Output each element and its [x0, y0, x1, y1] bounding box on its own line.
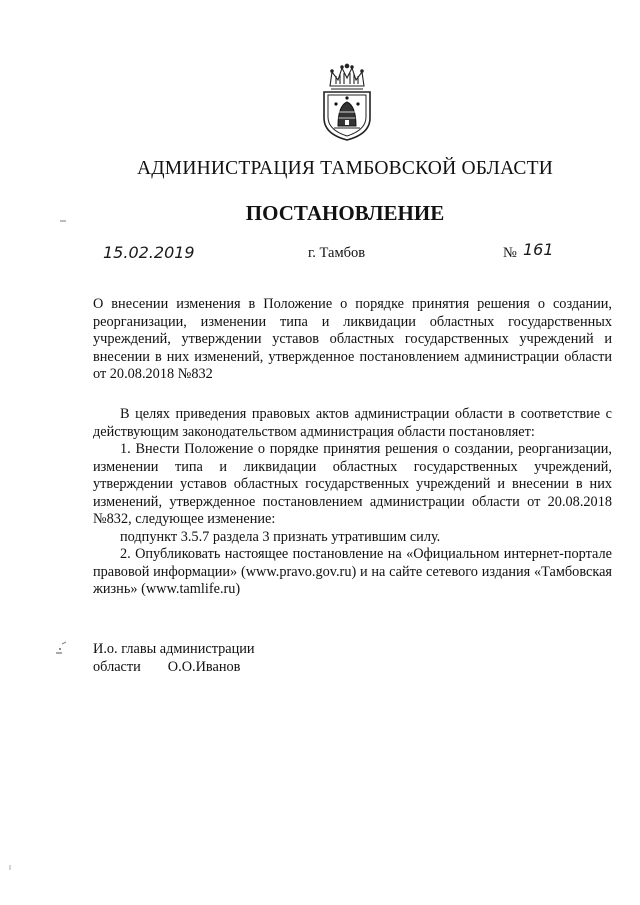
body-preamble: В целях приведения правовых актов администрации области в соответствие с действующим законодательством администрация области постановляет: — [93, 406, 612, 440]
document-subject: О внесении изменения в Положение о порядке принятия решения о создании, реорганизации, изменении типа и ликвидации областных государственных учреждений, утверждении уставов областных государственных учреждений и внесении в них изменений, утвержденное постановлением администрации области от 20.08.2018 №832 — [93, 296, 612, 382]
document-city: г. Тамбов — [308, 245, 366, 261]
document-date: 15.02.2019 — [103, 243, 195, 262]
signatory-name: О.О.Иванов — [167, 658, 241, 675]
document-type-heading: ПОСТАНОВЛЕНИЕ — [245, 201, 445, 225]
signatory-title-line2: области — [93, 658, 141, 675]
body-item-2: 2. Опубликовать настоящее постановление на «Официальном интернет-портале правовой информации» (www.pravo.gov.ru) и на сайте сетевого издания «Тамбовская жизнь» (www.tamlife.ru) — [93, 546, 612, 597]
body-item-1-subpoint: подпункт 3.5.7 раздела 3 признать утратившим силу. — [120, 528, 441, 545]
document-number: 161 — [523, 240, 554, 259]
organization-title: АДМИНИСТРАЦИЯ ТАМБОВСКОЙ ОБЛАСТИ — [137, 158, 553, 179]
signatory-title-line1: И.о. главы администрации — [93, 641, 255, 657]
body-item-1: 1. Внести Положение о порядке принятия решения о создании, реорганизации, изменении типа и ликвидации областных государственных учреждений, утверждении уставов областных государственных учреждений и внесении в них изменений, утвержденное постановлением администрации области от 20.08.2018 №832, следующее изменение: — [93, 441, 612, 527]
document-number-label: № — [503, 245, 517, 261]
